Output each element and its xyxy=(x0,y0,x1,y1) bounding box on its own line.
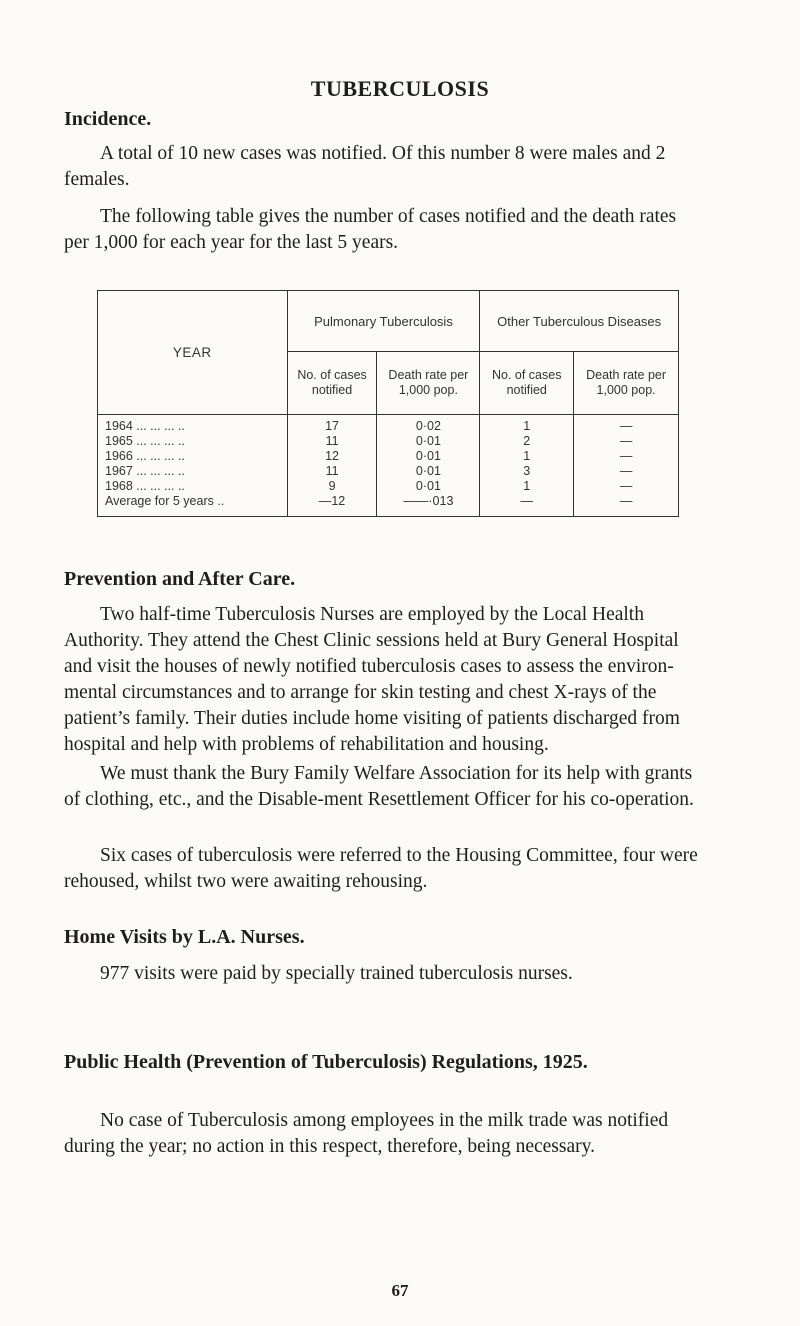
prevention-heading: Prevention and After Care. xyxy=(64,568,296,590)
prevention-paragraph: Two half-time Tuberculosis Nurses are employed by the Local Health Authority. They attend the Chest Clinic sessions held at Bury General Hospital and visit the houses of newly notified tuberculosis cases to assess the environ-mental circumstances and to arrange for skin testing and chest X-rays of the patient’s family. Their duties include home visiting of patients discharged from hospital and help with problems of rehabilitation and housing. xyxy=(64,604,680,755)
other-rate-cell: — xyxy=(574,449,679,464)
year-cell: 1967 ... ... ... .. xyxy=(98,464,288,479)
home-visits-paragraph: 977 visits were paid by specially trained tuberculosis nurses. xyxy=(100,963,573,984)
pulmonary-rate-cell: ——·013 xyxy=(377,494,480,517)
other-rate-header: Death rate per 1,000 pop. xyxy=(574,352,679,415)
year-cell: Average for 5 years .. xyxy=(98,494,288,517)
year-cell: 1966 ... ... ... .. xyxy=(98,449,288,464)
year-column-header: YEAR xyxy=(98,291,288,415)
thanks-paragraph: We must thank the Bury Family Welfare Association for its help with grants of clothing, etc., and the Disable-ment Resettlement Officer for his co-operation. xyxy=(64,763,694,810)
other-rate-cell: — xyxy=(574,479,679,494)
table-row xyxy=(98,434,679,449)
other-cases-cell: 1 xyxy=(480,449,574,464)
page-title: TUBERCULOSIS xyxy=(310,76,490,101)
table-row xyxy=(98,415,679,435)
housing-paragraph: Six cases of tuberculosis were referred to the Housing Committee, four were rehoused, whilst two were awaiting rehousing. xyxy=(64,845,698,892)
year-cell: 1968 ... ... ... .. xyxy=(98,479,288,494)
pulmonary-rate-cell: 0·01 xyxy=(377,479,480,494)
other-rate-cell: — xyxy=(574,464,679,479)
home-visits-heading: Home Visits by L.A. Nurses. xyxy=(64,926,305,948)
other-cases-cell: — xyxy=(480,494,574,517)
other-cases-cell: 1 xyxy=(480,479,574,494)
other-cases-cell: 2 xyxy=(480,434,574,449)
pulmonary-rate-cell: 0·02 xyxy=(377,415,480,435)
tuberculosis-table xyxy=(97,290,679,517)
other-group-header: Other Tuberculous Diseases xyxy=(480,291,679,352)
table-row xyxy=(98,479,679,494)
other-rate-cell: — xyxy=(574,434,679,449)
pulmonary-cases-cell: 9 xyxy=(287,479,377,494)
pulmonary-cases-cell: 11 xyxy=(287,464,377,479)
pulmonary-rate-cell: 0·01 xyxy=(377,464,480,479)
table-row xyxy=(98,494,679,517)
year-cell: 1964 ... ... ... .. xyxy=(98,415,288,435)
table-intro-paragraph: The following table gives the number of cases notified and the death rates per 1,000 for each year for the last 5 years. xyxy=(64,206,677,253)
table-row xyxy=(98,464,679,479)
other-cases-cell: 3 xyxy=(480,464,574,479)
other-cases-cell: 1 xyxy=(480,415,574,435)
page-number: 67 xyxy=(391,1281,409,1300)
table-row xyxy=(98,449,679,464)
pulmonary-rate-header: Death rate per 1,000 pop. xyxy=(377,352,480,415)
pulmonary-cases-header: No. of cases notified xyxy=(287,352,377,415)
pulmonary-cases-cell: 17 xyxy=(287,415,377,435)
pulmonary-cases-cell: —12 xyxy=(287,494,377,517)
other-rate-cell: — xyxy=(574,494,679,517)
year-cell: 1965 ... ... ... .. xyxy=(98,434,288,449)
other-rate-cell: — xyxy=(574,415,679,435)
pulmonary-group-header: Pulmonary Tuberculosis xyxy=(287,291,480,352)
pulmonary-cases-cell: 11 xyxy=(287,434,377,449)
regulations-heading: Public Health (Prevention of Tuberculosis) Regulations, 1925. xyxy=(64,1051,588,1073)
incidence-paragraph: A total of 10 new cases was notified. Of this number 8 were males and 2 females. xyxy=(64,143,666,190)
pulmonary-cases-cell: 12 xyxy=(287,449,377,464)
incidence-heading: Incidence. xyxy=(64,108,152,130)
regulations-paragraph: No case of Tuberculosis among employees in the milk trade was notified during the year; no action in this respect, therefore, being necessary. xyxy=(64,1110,669,1157)
pulmonary-rate-cell: 0·01 xyxy=(377,434,480,449)
other-cases-header: No. of cases notified xyxy=(480,352,574,415)
pulmonary-rate-cell: 0·01 xyxy=(377,449,480,464)
